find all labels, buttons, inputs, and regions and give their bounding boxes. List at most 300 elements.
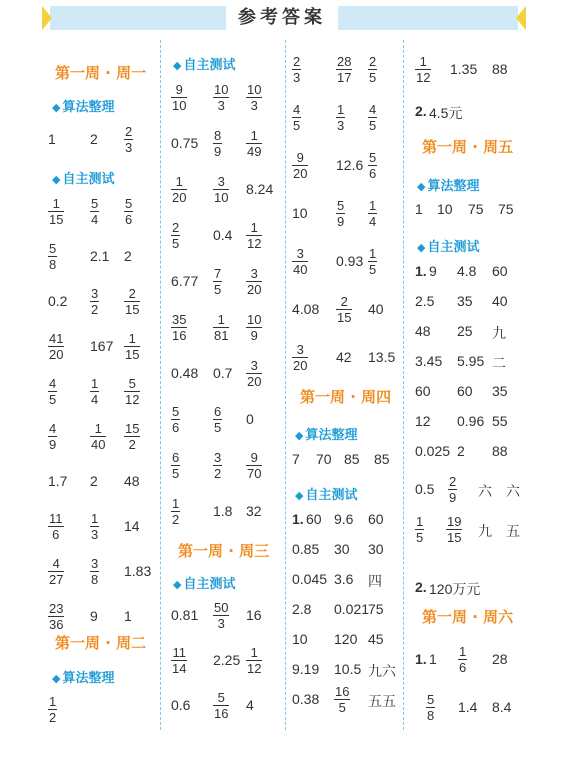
numerator: 2 — [124, 286, 140, 302]
numerator: 23 — [49, 601, 64, 616]
denominator: 8 — [427, 708, 435, 723]
denominator: 5 — [172, 236, 180, 251]
numerator: 3 — [214, 450, 222, 465]
answer-value: 0.93 — [336, 253, 364, 269]
numerator: 35 — [172, 312, 187, 327]
numerator: 1 — [369, 246, 377, 261]
numerator: 5 — [49, 241, 57, 256]
answer-value: 4.08 — [292, 301, 320, 317]
answer-value: 1 — [124, 608, 132, 624]
fraction — [213, 690, 229, 721]
fraction — [48, 601, 64, 632]
fraction — [124, 376, 140, 407]
fraction — [213, 174, 229, 205]
answer-value: 7 — [292, 451, 300, 467]
denominator: 10 — [214, 190, 229, 205]
denominator: 3 — [91, 527, 99, 542]
denominator: 12 — [125, 392, 140, 407]
answer-value: 1.8 — [213, 503, 233, 519]
answer-value: 75 — [368, 601, 384, 617]
question-number: 1. — [292, 511, 304, 527]
denominator: 40 — [91, 437, 106, 452]
diamond-icon: ◆ — [52, 672, 61, 685]
fraction — [48, 556, 64, 587]
denominator: 20 — [172, 190, 187, 205]
answer-value: 1.35 — [450, 61, 478, 77]
section-header — [295, 424, 357, 443]
denominator: 5 — [369, 262, 377, 277]
answer-value: 二 — [492, 355, 506, 371]
answer-value: 五五 — [368, 693, 396, 709]
answer-value: 0.5 — [415, 481, 435, 497]
answer-value: 75 — [468, 201, 484, 217]
fraction — [246, 82, 262, 113]
numerator: 1 — [246, 220, 262, 236]
answer-value: 四 — [368, 573, 382, 589]
fraction — [171, 645, 187, 676]
numerator: 15 — [125, 421, 140, 436]
fraction — [124, 331, 140, 362]
denominator: 17 — [337, 70, 352, 85]
answer-value: 88 — [492, 61, 508, 77]
week-header: 第一周 · 周六 — [422, 608, 514, 626]
section-header — [417, 236, 479, 255]
numerator: 2 — [172, 220, 180, 235]
section-header — [52, 96, 114, 115]
numerator: 9 — [292, 150, 308, 166]
denominator: 9 — [337, 214, 345, 229]
denominator: 8 — [91, 572, 99, 587]
fraction — [48, 241, 57, 272]
fraction — [246, 358, 262, 389]
answer-value: 48 — [415, 323, 431, 339]
fraction — [368, 246, 377, 277]
fraction — [90, 421, 106, 452]
denominator: 6 — [369, 166, 377, 181]
fraction — [48, 511, 64, 542]
diamond-icon: ◆ — [295, 429, 304, 442]
section-header — [52, 168, 114, 187]
answer-value: 60 — [415, 383, 431, 399]
fraction — [292, 54, 301, 85]
denominator: 40 — [293, 262, 308, 277]
denominator: 3 — [125, 140, 133, 155]
numerator: 2 — [449, 474, 457, 489]
fraction — [171, 450, 180, 481]
numerator: 2 — [369, 54, 377, 69]
numerator: 7 — [214, 266, 222, 281]
answer-value: 2 — [124, 248, 132, 264]
denominator: 36 — [49, 617, 64, 632]
answer-value: 85 — [344, 451, 360, 467]
numerator: 5 — [91, 196, 99, 211]
fraction — [336, 198, 345, 229]
section-label: 自主测试 — [62, 172, 115, 187]
denominator: 20 — [293, 358, 308, 373]
numerator: 4 — [49, 376, 57, 391]
numerator: 5 — [125, 196, 133, 211]
answer-value: 8.24 — [246, 181, 274, 197]
denominator: 6 — [459, 660, 467, 675]
fraction — [292, 342, 308, 373]
answer-value: 6.77 — [171, 273, 199, 289]
numerator: 1 — [369, 198, 377, 213]
fraction — [90, 376, 99, 407]
fraction — [48, 694, 57, 725]
answer-value: 28 — [492, 651, 508, 667]
section-header — [173, 573, 235, 592]
answer-value: 10 — [437, 201, 453, 217]
numerator: 1 — [124, 331, 140, 347]
numerator: 1 — [246, 128, 262, 144]
answer-value: 9.6 — [334, 511, 354, 527]
section-label: 自主测试 — [183, 577, 236, 592]
fraction — [171, 174, 187, 205]
numerator: 9 — [171, 82, 187, 98]
section-label: 算法整理 — [62, 671, 115, 686]
numerator: 5 — [124, 376, 140, 392]
answer-value: 12.6 — [336, 157, 364, 173]
denominator: 5 — [338, 700, 346, 715]
fraction — [446, 514, 462, 545]
denominator: 12 — [247, 661, 262, 676]
answer-value: 60 — [492, 263, 508, 279]
numerator: 5 — [172, 404, 180, 419]
fraction — [213, 312, 229, 343]
answer-value: 12 — [415, 413, 431, 429]
denominator: 15 — [337, 310, 352, 325]
numerator: 3 — [91, 286, 99, 301]
fraction — [368, 102, 377, 133]
answer-value: 4 — [246, 697, 254, 713]
numerator: 19 — [447, 514, 462, 529]
answer-value: 40 — [492, 293, 508, 309]
answer-value: 4.5元 — [429, 105, 463, 121]
banner-left-ornament — [42, 6, 52, 30]
denominator: 4 — [91, 392, 99, 407]
numerator: 1 — [90, 421, 106, 437]
answer-value: 0.045 — [292, 571, 328, 587]
answer-value: 32 — [246, 503, 262, 519]
answer-value: 35 — [492, 383, 508, 399]
answer-value: 16 — [246, 607, 262, 623]
fraction — [448, 474, 457, 505]
denominator: 15 — [447, 530, 462, 545]
numerator: 4 — [48, 556, 64, 572]
denominator: 12 — [416, 70, 431, 85]
denominator: 49 — [247, 144, 262, 159]
numerator: 2 — [125, 124, 133, 139]
numerator: 6 — [172, 450, 180, 465]
fraction — [415, 54, 431, 85]
denominator: 16 — [214, 706, 229, 721]
denominator: 9 — [449, 490, 457, 505]
answer-value: 14 — [124, 518, 140, 534]
denominator: 10 — [172, 98, 187, 113]
fraction — [292, 102, 301, 133]
section-label: 自主测试 — [183, 58, 236, 73]
denominator: 15 — [49, 212, 64, 227]
section-label: 算法整理 — [427, 179, 480, 194]
answer-value: 120万元 — [429, 581, 481, 597]
fraction — [213, 600, 229, 631]
fraction — [48, 196, 64, 227]
denominator: 5 — [416, 530, 424, 545]
denominator: 3 — [217, 616, 225, 631]
numerator: 1 — [171, 174, 187, 190]
fraction — [171, 496, 180, 527]
numerator: 5 — [427, 692, 435, 707]
answer-value: 2.1 — [90, 248, 110, 264]
denominator: 6 — [125, 212, 133, 227]
numerator: 1 — [172, 496, 180, 511]
fraction — [48, 376, 57, 407]
answer-value: 九 — [478, 523, 492, 539]
denominator: 4 — [369, 214, 377, 229]
numerator: 3 — [246, 358, 262, 374]
diamond-icon: ◆ — [52, 101, 61, 114]
fraction — [426, 692, 435, 723]
diamond-icon: ◆ — [417, 241, 426, 254]
numerator: 9 — [246, 450, 262, 466]
question-number: 2. — [415, 579, 427, 595]
answer-value: 60 — [368, 511, 384, 527]
denominator: 5 — [369, 70, 377, 85]
numerator: 3 — [292, 342, 308, 358]
answer-value: 35 — [457, 293, 473, 309]
fraction — [336, 102, 345, 133]
numerator: 5 — [337, 198, 345, 213]
week-header: 第一周 · 周三 — [178, 542, 270, 560]
fraction — [246, 220, 262, 251]
question-number: 1. — [415, 263, 427, 279]
answer-value: 0.75 — [171, 135, 199, 151]
answer-value: 九 — [492, 325, 506, 341]
denominator: 20 — [293, 166, 308, 181]
numerator: 4 — [293, 102, 301, 117]
answer-value: 五 — [506, 523, 520, 539]
fraction — [213, 82, 229, 113]
numerator: 10 — [247, 82, 262, 97]
fraction — [124, 124, 133, 155]
numerator: 4 — [49, 421, 57, 436]
fraction — [213, 404, 222, 435]
answer-value: 1 — [415, 201, 423, 217]
fraction — [415, 514, 424, 545]
question-number: 2. — [415, 103, 427, 119]
answer-value: 45 — [368, 631, 384, 647]
answer-value: 0.48 — [171, 365, 199, 381]
numerator: 1 — [246, 645, 262, 661]
answer-value: 3.45 — [415, 353, 443, 369]
fraction — [336, 294, 352, 325]
section-header — [52, 667, 114, 686]
fraction — [213, 128, 222, 159]
answer-value: 0.96 — [457, 413, 485, 429]
numerator: 1 — [91, 511, 99, 526]
answer-value: 1.83 — [124, 563, 152, 579]
answer-value: 5.95 — [457, 353, 485, 369]
section-label: 自主测试 — [427, 240, 480, 255]
numerator: 8 — [214, 128, 222, 143]
answer-value: 30 — [334, 541, 350, 557]
answer-value: 0.81 — [171, 607, 199, 623]
answer-value: 1 — [429, 651, 437, 667]
numerator: 50 — [214, 600, 229, 615]
answer-value: 4.8 — [457, 263, 477, 279]
denominator: 5 — [293, 118, 301, 133]
week-header: 第一周 · 周四 — [300, 388, 392, 406]
answer-value: 75 — [498, 201, 514, 217]
answer-value: 1 — [48, 131, 56, 147]
answer-value: 2.5 — [415, 293, 435, 309]
answer-value: 0.021 — [334, 601, 370, 617]
diamond-icon: ◆ — [417, 180, 426, 193]
fraction — [368, 54, 377, 85]
numerator: 3 — [91, 556, 99, 571]
fraction — [124, 421, 140, 452]
fraction — [90, 286, 99, 317]
numerator: 16 — [335, 684, 350, 699]
answer-value: 48 — [124, 473, 140, 489]
fraction — [246, 128, 262, 159]
column-divider — [160, 40, 161, 730]
answer-value: 10 — [292, 205, 308, 221]
fraction — [336, 54, 352, 85]
denominator: 20 — [247, 374, 262, 389]
question-number: 1. — [415, 651, 427, 667]
fraction — [48, 331, 64, 362]
denominator: 14 — [172, 661, 187, 676]
numerator: 11 — [172, 645, 186, 660]
fraction — [213, 450, 222, 481]
section-header — [417, 175, 479, 194]
answer-value: 167 — [90, 338, 114, 354]
answer-value: 0.6 — [171, 697, 191, 713]
numerator: 6 — [214, 404, 222, 419]
fraction — [292, 150, 308, 181]
answer-value: 2.25 — [213, 652, 241, 668]
answer-value: 120 — [334, 631, 358, 647]
fraction — [334, 684, 350, 715]
fraction — [368, 198, 377, 229]
denominator: 2 — [91, 302, 99, 317]
fraction — [246, 312, 262, 343]
answer-value: 55 — [492, 413, 508, 429]
answer-value: 60 — [457, 383, 473, 399]
numerator: 1 — [48, 196, 64, 212]
numerator: 1 — [415, 54, 431, 70]
diamond-icon: ◆ — [173, 59, 182, 72]
answer-value: 六 — [506, 483, 520, 499]
denominator: 2 — [128, 437, 136, 452]
denominator: 3 — [217, 98, 225, 113]
section-header — [173, 54, 235, 73]
fraction — [124, 286, 140, 317]
answer-value: 2 — [457, 443, 465, 459]
numerator: 28 — [337, 54, 352, 69]
denominator: 20 — [49, 347, 64, 362]
section-label: 算法整理 — [62, 100, 115, 115]
denominator: 20 — [247, 282, 262, 297]
answer-value: 2.8 — [292, 601, 312, 617]
numerator: 1 — [49, 694, 57, 709]
answer-value: 3.6 — [334, 571, 354, 587]
fraction — [368, 150, 377, 181]
numerator: 4 — [369, 102, 377, 117]
answer-value: 30 — [368, 541, 384, 557]
answer-value: 九六 — [368, 663, 396, 679]
diamond-icon: ◆ — [173, 578, 182, 591]
fraction — [48, 421, 57, 452]
answer-value: 8.4 — [492, 699, 512, 715]
numerator: 2 — [336, 294, 352, 310]
denominator: 12 — [247, 236, 262, 251]
section-header — [295, 484, 357, 503]
denominator: 3 — [250, 98, 258, 113]
numerator: 3 — [213, 174, 229, 190]
answer-value: 40 — [368, 301, 384, 317]
page-title: 参考答案 — [226, 6, 338, 30]
fraction — [171, 82, 187, 113]
diamond-icon: ◆ — [52, 173, 61, 186]
answer-value: 2 — [90, 131, 98, 147]
fraction — [124, 196, 133, 227]
denominator: 5 — [49, 392, 57, 407]
answer-value: 2 — [90, 473, 98, 489]
denominator: 6 — [172, 420, 180, 435]
answer-value: 0.7 — [213, 365, 233, 381]
numerator: 5 — [213, 690, 229, 706]
fraction — [213, 266, 222, 297]
diamond-icon: ◆ — [295, 489, 304, 502]
denominator: 9 — [250, 328, 258, 343]
week-header: 第一周 · 周二 — [55, 634, 147, 652]
numerator: 2 — [293, 54, 301, 69]
numerator: 1 — [459, 644, 467, 659]
banner-right-ornament — [516, 6, 526, 30]
denominator: 8 — [49, 257, 57, 272]
answer-value: 1.4 — [458, 699, 478, 715]
answer-value: 85 — [374, 451, 390, 467]
denominator: 6 — [52, 527, 60, 542]
answer-value: 0.38 — [292, 691, 320, 707]
answer-value: 1.7 — [48, 473, 68, 489]
answer-value: 13.5 — [368, 349, 396, 365]
denominator: 2 — [214, 466, 222, 481]
denominator: 3 — [293, 70, 301, 85]
numerator: 3 — [246, 266, 262, 282]
answer-value: 0.85 — [292, 541, 320, 557]
denominator: 5 — [214, 282, 222, 297]
denominator: 9 — [49, 437, 57, 452]
numerator: 11 — [49, 511, 63, 526]
denominator: 5 — [369, 118, 377, 133]
numerator: 1 — [416, 514, 424, 529]
column-divider — [285, 40, 286, 730]
fraction — [246, 266, 262, 297]
answer-value: 10.5 — [334, 661, 362, 677]
denominator: 2 — [172, 512, 180, 527]
section-label: 自主测试 — [305, 488, 358, 503]
numerator: 1 — [91, 376, 99, 391]
fraction — [171, 404, 180, 435]
answer-value: 42 — [336, 349, 352, 365]
answer-value: 88 — [492, 443, 508, 459]
section-label: 算法整理 — [305, 428, 358, 443]
answer-value: 10 — [292, 631, 308, 647]
denominator: 4 — [91, 212, 99, 227]
